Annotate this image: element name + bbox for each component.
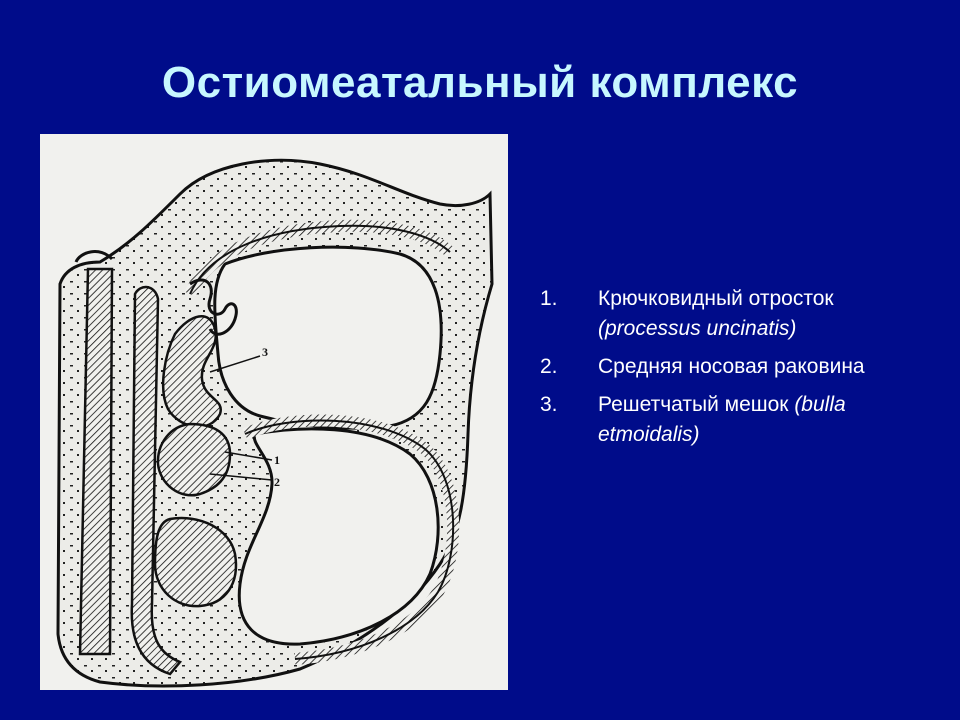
legend-item-text: Решетчатый мешок (bulla etmoidalis) [598, 393, 846, 446]
upper-cavity [215, 247, 441, 428]
figure-label-1: 1 [274, 453, 280, 467]
slide-title: Остиомеатальный комплекс [161, 58, 799, 107]
legend-item [540, 390, 940, 450]
lower-cavity [239, 429, 438, 644]
ostiomeatal-complex-drawing [40, 134, 508, 690]
legend-list [540, 284, 940, 458]
legend-item-text: Средняя носовая раковина [598, 355, 865, 378]
figure-label-3: 3 [262, 345, 268, 359]
legend-item-number: 2. [540, 355, 558, 378]
legend-item-text: Крючковидный отросток (processus uncinatis) [598, 287, 834, 340]
legend-item [540, 284, 940, 344]
legend-item-number: 1. [540, 287, 558, 310]
legend-item [540, 352, 940, 382]
anatomy-figure [40, 134, 508, 690]
figure-label-2: 2 [274, 475, 280, 489]
legend-item-number: 3. [540, 393, 558, 416]
